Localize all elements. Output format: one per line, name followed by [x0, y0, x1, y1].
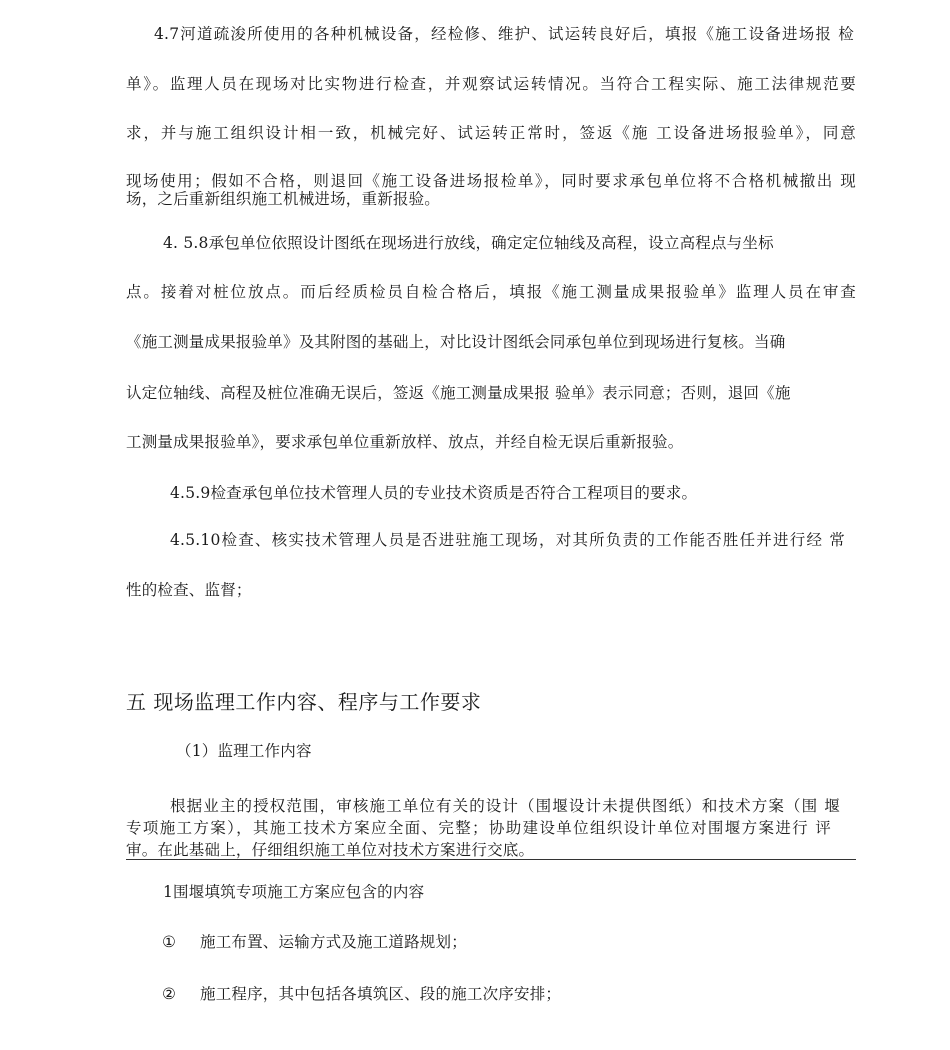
list-marker-2: ②	[162, 985, 177, 1003]
para-4-7-line-5: 场，之后重新组织施工机械进场，重新报验。	[126, 190, 441, 208]
para-4-5-9: 4.5.9检查承包单位技术管理人员的专业技术资质是否符合工程项目的要求。	[170, 484, 698, 502]
para-4-5-8-line-1: 4. 5.8承包单位依照设计图纸在现场进行放线，确定定位轴线及高程，设立高程点与坐标	[163, 234, 774, 252]
item-1-title: 1围堰填筑专项施工方案应包含的内容	[163, 883, 425, 901]
list-marker-1: ①	[162, 933, 177, 951]
section-5-subheading: （1）监理工作内容	[176, 742, 312, 760]
para-4-7-line-3: 求，并与施工组织设计相一致，机械完好、试运转正常时，签返《施 工设备进场报验单》，同意	[126, 124, 856, 142]
horizontal-rule	[126, 859, 856, 860]
para-4-7-line-2: 单》。监理人员在现场对比实物进行检查，并观察试运转情况。当符合工程实际、施工法律规范要	[126, 75, 856, 93]
list-item-1-text: 施工布置、运输方式及施工道路规划；	[200, 933, 467, 951]
para-4-5-10-line-1: 4.5.10检查、核实技术管理人员是否进驻施工现场，对其所负责的工作能否胜任并进行经 常	[170, 531, 845, 549]
para-4-5-8-line-3: 《施工测量成果报验单》及其附图的基础上，对比设计图纸会同承包单位到现场进行复核。当确	[126, 333, 786, 351]
section-5-heading: 五 现场监理工作内容、程序与工作要求	[126, 690, 482, 714]
para-4-5-10-line-2: 性的检查、监督；	[126, 581, 252, 599]
para-4-5-8-line-4: 认定位轴线、高程及桩位准确无误后，签返《施工测量成果报 验单》表示同意；否则，退回《施	[126, 384, 791, 402]
list-item-2-text: 施工程序，其中包括各填筑区、段的施工次序安排；	[200, 985, 562, 1003]
intro-line-1: 根据业主的授权范围，审核施工单位有关的设计（围堰设计未提供图纸）和技术方案（围 堰	[170, 797, 840, 815]
para-4-5-8-line-2: 点。接着对桩位放点。而后经质检员自检合格后，填报《施工测量成果报验单》监理人员在审查	[126, 283, 856, 301]
para-4-7-line-4: 现场使用；假如不合格，则退回《施工设备进场报检单》，同时要求承包单位将不合格机械撤出 现	[126, 172, 856, 190]
intro-line-2: 专项施工方案），其施工技术方案应全面、完整；协助建设单位组织设计单位对围堰方案进行 评	[126, 819, 831, 837]
para-4-7-line-1: 4.7河道疏浚所使用的各种机械设备，经检修、维护、试运转良好后，填报《施工设备进场报 检	[154, 25, 854, 43]
para-4-5-8-line-5: 工测量成果报验单》，要求承包单位重新放样、放点，并经自检无误后重新报验。	[126, 433, 684, 451]
intro-line-3: 审。在此基础上，仔细组织施工单位对技术方案进行交底。	[126, 841, 535, 859]
